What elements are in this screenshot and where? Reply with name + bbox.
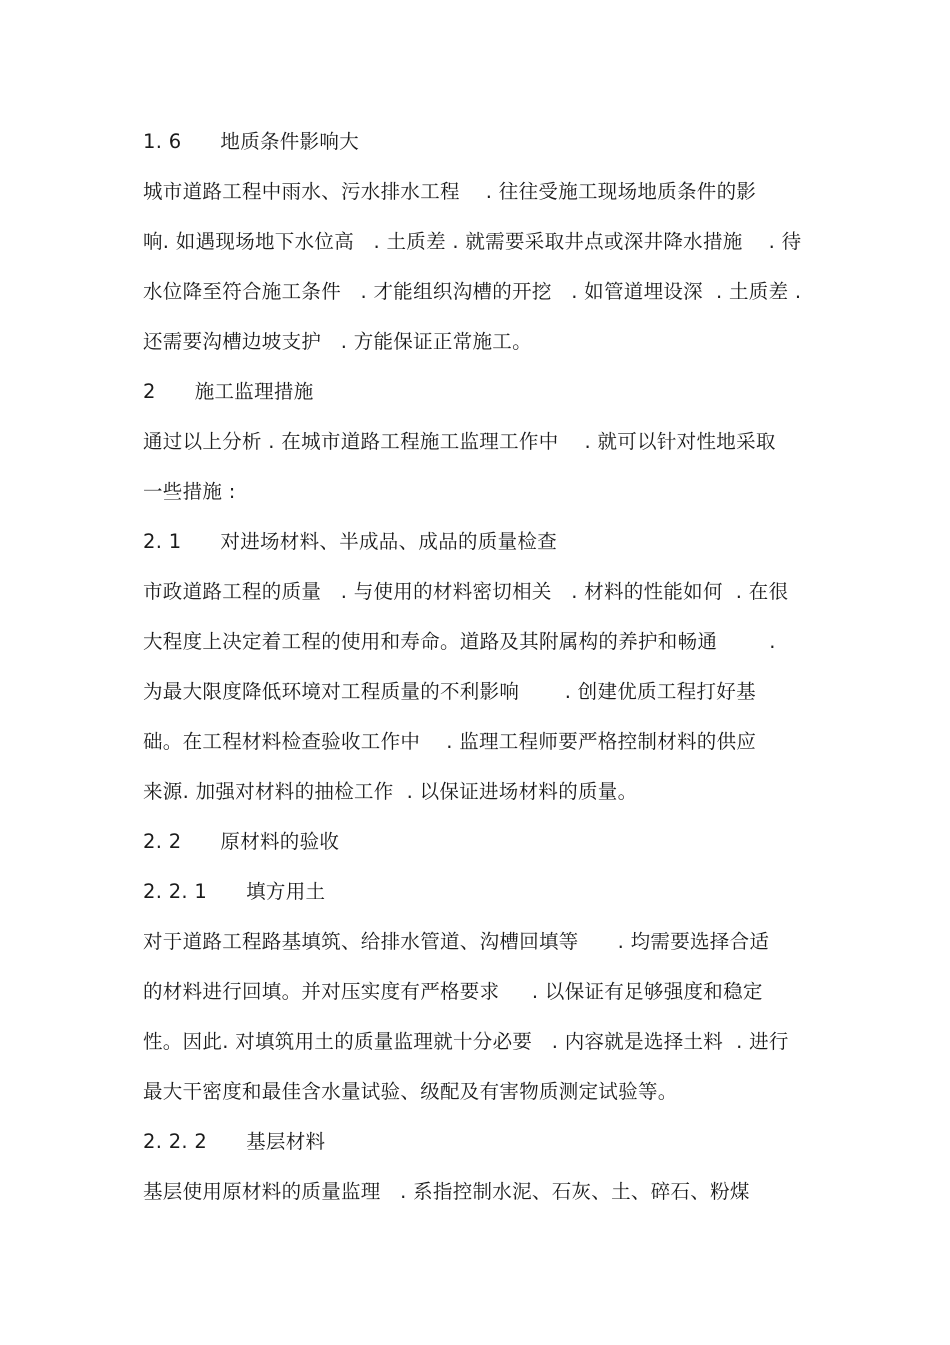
section-heading-2-2: 2. 2 原材料的验收 (143, 830, 340, 853)
section-heading-2-1: 2. 1 对进场材料、半成品、成品的质量检查 (143, 530, 558, 553)
paragraph-line: 一些措施 : (143, 480, 236, 503)
paragraph-line: 水位降至符合施工条件 . 才能组织沟槽的开挖 . 如管道埋设深 . 土质差 . (143, 280, 802, 303)
paragraph-line: 性。因此. 对填筑用土的质量监理就十分必要 . 内容就是选择土料 . 进行 (143, 1030, 789, 1053)
section-heading-2-2-1: 2. 2. 1 填方用土 (143, 880, 326, 903)
paragraph-line: 础。在工程材料检查验收工作中 . 监理工程师要严格控制材料的供应 (143, 730, 757, 753)
section-heading-2: 2 施工监理措施 (143, 380, 314, 403)
section-heading-1-6: 1. 6 地质条件影响大 (143, 130, 360, 153)
paragraph-line: 大程度上决定着工程的使用和寿命。道路及其附属构的养护和畅通 . (143, 630, 776, 653)
paragraph-line: 的材料进行回填。并对压实度有严格要求 . 以保证有足够强度和稳定 (143, 980, 763, 1003)
paragraph-line: 市政道路工程的质量 . 与使用的材料密切相关 . 材料的性能如何 . 在很 (143, 580, 789, 603)
paragraph-line: 通过以上分析 . 在城市道路工程施工监理工作中 . 就可以针对性地采取 (143, 430, 776, 453)
paragraph-line: 对于道路工程路基填筑、给排水管道、沟槽回填等 . 均需要选择合适 (143, 930, 770, 953)
paragraph-line: 最大干密度和最佳含水量试验、级配及有害物质测定试验等。 (143, 1080, 678, 1103)
paragraph-line: 来源. 加强对材料的抽检工作 . 以保证进场材料的质量。 (143, 780, 638, 803)
paragraph-line: 基层使用原材料的质量监理 . 系指控制水泥、石灰、土、碎石、粉煤 (143, 1180, 750, 1203)
paragraph-line: 为最大限度降低环境对工程质量的不利影响 . 创建优质工程打好基 (143, 680, 756, 703)
paragraph-line: 城市道路工程中雨水、污水排水工程 . 往往受施工现场地质条件的影 (143, 180, 757, 203)
section-heading-2-2-2: 2. 2. 2 基层材料 (143, 1130, 326, 1153)
paragraph-line: 还需要沟槽边坡支护 . 方能保证正常施工。 (143, 330, 532, 353)
paragraph-line: 响. 如遇现场地下水位高 . 土质差 . 就需要采取井点或深井降水措施 . 待 (143, 230, 802, 253)
